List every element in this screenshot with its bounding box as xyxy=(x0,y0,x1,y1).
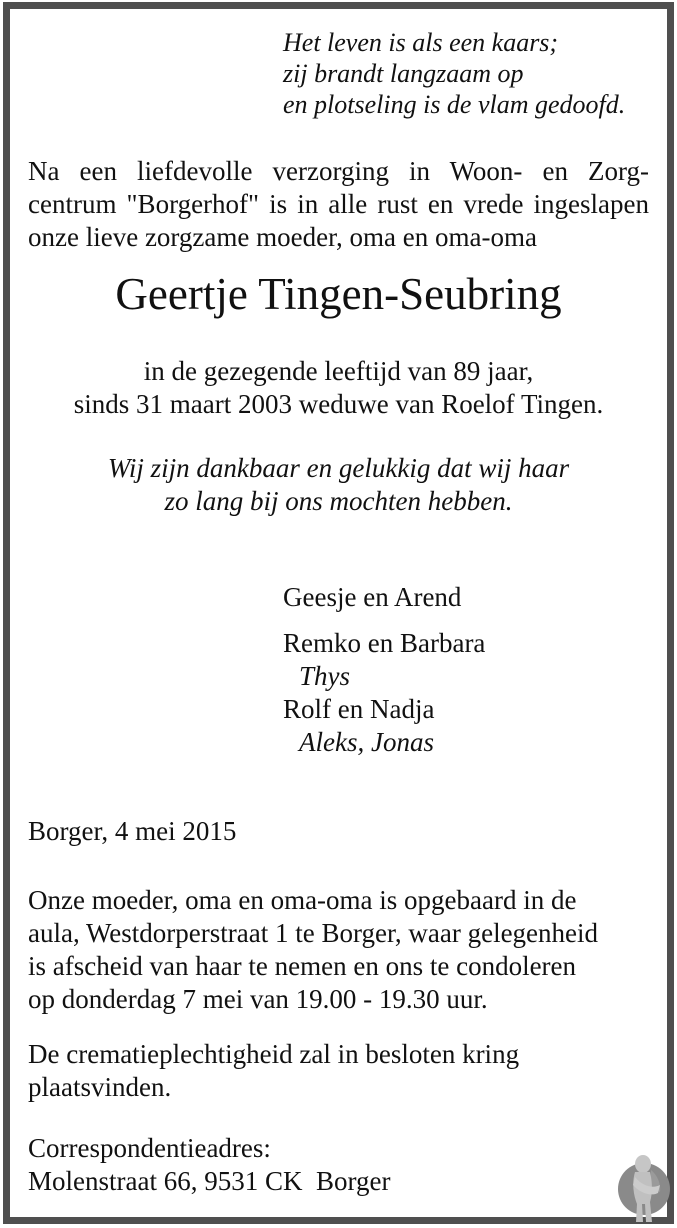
place-dateline: Borger, 4 mei 2015 xyxy=(28,816,237,846)
visitation-line: op donderdag 7 mei van 19.00 - 19.30 uur. xyxy=(28,984,488,1014)
poem-line: zij brandt langzaam op xyxy=(283,59,524,88)
correspondence-block xyxy=(28,1132,649,1198)
cremation-line: De crematieplechtigheid zal in besloten kring xyxy=(28,1039,520,1069)
family-names: Rolf en Nadja xyxy=(283,694,435,724)
cremation-paragraph xyxy=(28,1038,649,1104)
visitation-line: is afscheid van haar te nemen en ons te condoleren xyxy=(28,951,577,981)
cremation-line: plaatsvinden. xyxy=(28,1072,172,1102)
intro-line: onze lieve zorgzame moeder, oma en oma-oma xyxy=(28,222,537,252)
poem-line: en plotseling is de vlam gedoofd. xyxy=(283,90,626,119)
notice-content xyxy=(28,27,649,1198)
family-names: Remko en Barbara xyxy=(283,628,486,658)
correspondence-address: Molenstraat 66, 9531 CK Borger xyxy=(28,1166,391,1196)
family-children: Aleks, Jonas xyxy=(299,727,434,757)
family-names: Geesje en Arend xyxy=(283,582,462,612)
age-details xyxy=(28,355,649,421)
correspondence-label: Correspondentieadres: xyxy=(28,1133,271,1163)
gratitude-text xyxy=(28,452,649,518)
age-line: sinds 31 maart 2003 weduwe van Roelof Tingen. xyxy=(73,389,604,419)
intro-paragraph xyxy=(28,155,649,254)
intro-line: centrum "Borgerhof" is in alle rust en vrede ingeslapen xyxy=(28,189,649,219)
intro-line: Na een liefdevolle verzorging in Woon- en Zorg- xyxy=(28,156,649,186)
family-spacer xyxy=(283,614,649,627)
family-children: Thys xyxy=(299,661,351,691)
poem-line: Het leven is als een kaars; xyxy=(283,28,559,57)
age-line: in de gezegende leeftijd van 89 jaar, xyxy=(143,356,534,386)
opening-poem xyxy=(283,27,649,120)
gratitude-line: Wij zijn dankbaar en gelukkig dat wij haar xyxy=(107,453,570,483)
family-names-block xyxy=(283,581,649,759)
visitation-line: Onze moeder, oma en oma-oma is opgebaard in de xyxy=(28,885,577,915)
gratitude-line: zo lang bij ons mochten hebben. xyxy=(164,486,513,516)
memorial-figures-icon xyxy=(615,1150,673,1224)
visitation-line: aula, Westdorperstraat 1 te Borger, waar gelegenheid xyxy=(28,918,599,948)
deceased-name-heading: Geertje Tingen-Seubring xyxy=(115,269,562,319)
visitation-paragraph xyxy=(28,884,649,1016)
